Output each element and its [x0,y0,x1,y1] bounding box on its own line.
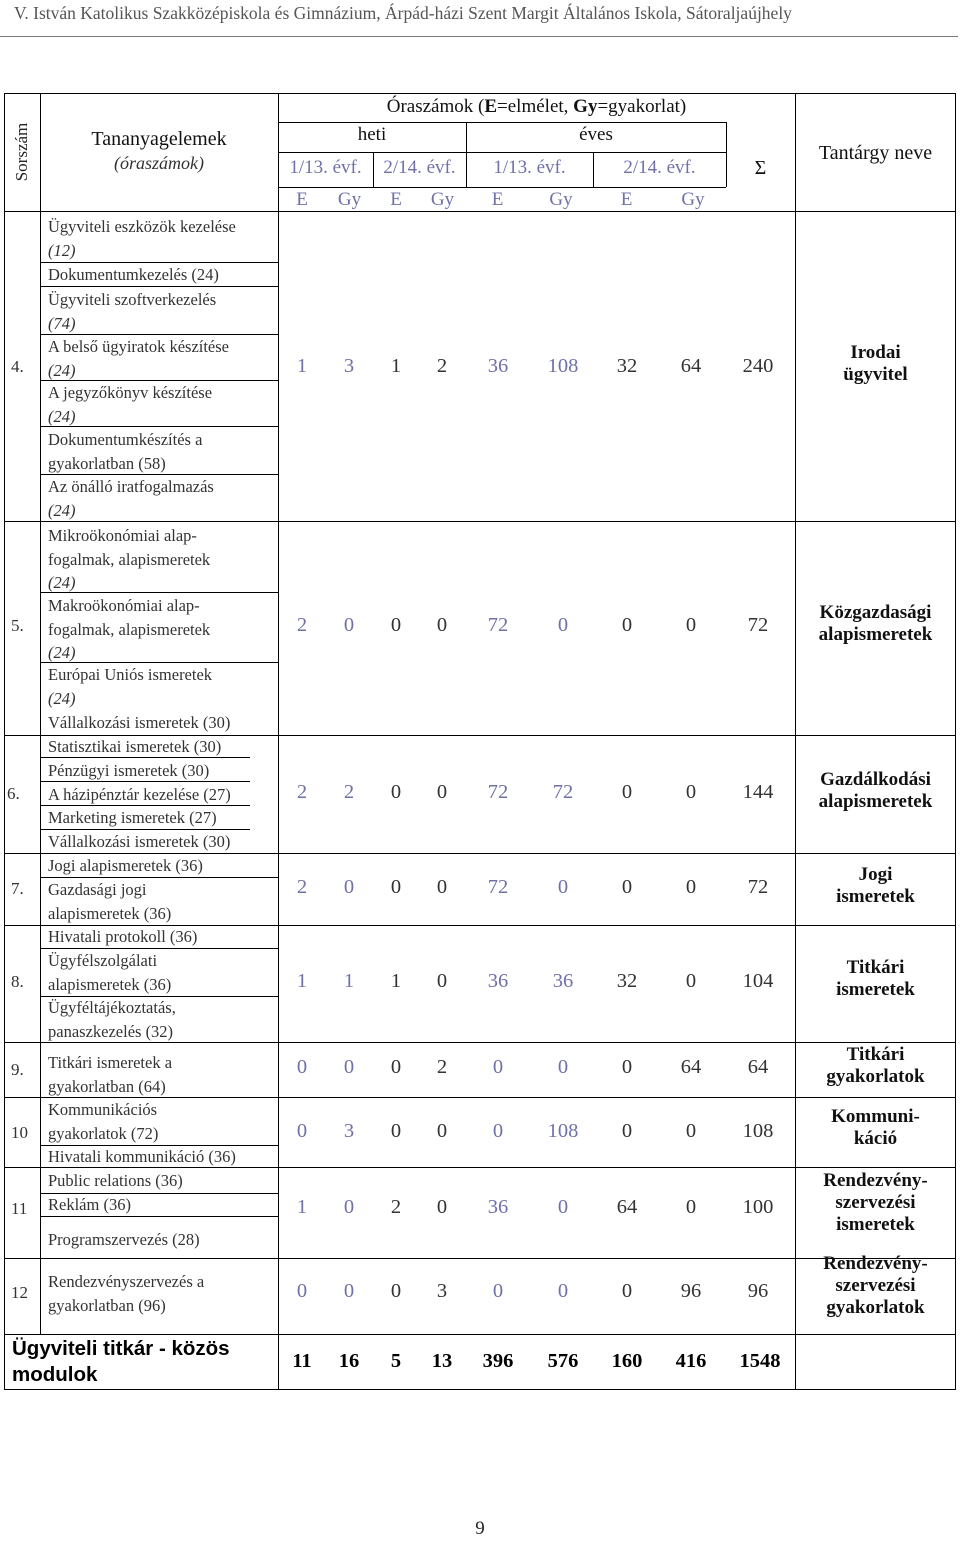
e-gy-header: Gy [549,189,573,210]
evf-header: 2/14. évf. [383,157,456,178]
hours-value: 64 [680,355,702,377]
sigma-header: Σ [754,157,767,179]
hours-value: 2 [296,614,308,636]
row-number: 6. [7,784,20,803]
hours-value: 1 [390,970,402,992]
material-item: Kommunikációs gyakorlatok (72) [48,1100,159,1143]
row-divider [4,1334,956,1335]
material-item: Mikroökonómiai alap- fogalmak, alapismeretek (24) [48,526,211,592]
grid-line [278,152,726,153]
hours-value: 72 [487,614,509,636]
subject-name: Titkári ismeretek [836,957,915,1000]
material-item: Dokumentumkészítés a gyakorlatban (58) [48,430,203,473]
hours-value: 0 [436,1196,448,1218]
hours-value: 2 [436,355,448,377]
material-item: Pénzügyi ismeretek (30) [48,761,210,780]
e-gy-header: Gy [681,189,705,210]
header-divider [0,36,958,37]
hours-value: 1 [343,970,355,992]
row-number: 9. [11,1060,24,1079]
e-gy-header: E [620,189,633,210]
hours-value: 36 [487,355,509,377]
material-item: Public relations (36) [48,1171,183,1190]
hours-value: 2 [296,781,308,803]
material-item: A jegyzőkönyv készítése (24) [48,383,213,426]
material-item: Ügyviteli szoftverkezelés (74) [48,290,217,333]
hours-value: 0 [621,1120,633,1142]
material-item: Rendezvényszervezés a gyakorlatban (96) [48,1272,205,1315]
hours-value: 0 [685,876,697,898]
material-item: Ügyviteli eszközök kezelése (12) [48,217,236,260]
hours-value: 0 [390,1056,402,1078]
material-item: Makroökonómiai alap- fogalmak, alapismeretek (24) [48,596,211,662]
evf-header: 1/13. évf. [289,157,362,178]
hours-value: 96 [747,1280,769,1302]
sorszam-header [4,93,40,211]
material-item: Hivatali protokoll (36) [48,927,198,946]
hours-value: 1548 [739,1350,781,1372]
hours-value: 72 [552,781,574,803]
hours-value: 0 [296,1120,308,1142]
hours-value: 16 [338,1350,360,1372]
hours-value: 2 [296,876,308,898]
page-number: 9 [475,1518,485,1539]
material-item: Hivatali kommunikáció (36) [48,1147,236,1166]
hours-value: 0 [343,1056,355,1078]
tananyag-subheader: (óraszámok) [114,153,204,173]
hours-value: 0 [436,876,448,898]
subject-name: Jogi ismeretek [836,864,915,907]
material-item: A házipénztár kezelése (27) [48,785,231,804]
evf-header: 1/13. évf. [493,157,566,178]
grid-line [278,122,726,123]
subject-name: Titkári gyakorlatok [826,1044,925,1087]
hours-value: 0 [557,1056,569,1078]
hours-value: 0 [492,1056,504,1078]
eves-header: éves [579,124,613,145]
subject-name: Gazdálkodási alapismeretek [818,769,933,812]
hours-value: 2 [390,1196,402,1218]
hours-value: 0 [390,876,402,898]
tantargy-header: Tantárgy neve [818,142,933,164]
hours-value: 0 [390,1280,402,1302]
material-item: Az önálló iratfogalmazás (24) [48,477,214,520]
hours-value: 0 [557,614,569,636]
material-item: Európai Uniós ismeretek (24) [48,665,213,708]
hours-value: 0 [621,614,633,636]
page-header: V. István Katolikus Szakközépiskola és Gimnázium, Árpád-házi Szent Margit Általános Iskola, Sátoraljaújhely [14,3,792,23]
subject-name: Kommuni- káció [831,1106,920,1149]
hours-value: 36 [487,1196,509,1218]
hours-value: 3 [343,1120,355,1142]
hours-value: 36 [487,970,509,992]
hours-value: 100 [742,1196,774,1218]
hours-value: 0 [685,970,697,992]
hours-value: 240 [742,355,774,377]
heti-header: heti [357,124,387,145]
row-number: 8. [11,972,24,991]
tananyag-header: Tananyagelemek [91,128,227,150]
row-divider [4,211,956,212]
hours-value: 0 [685,1120,697,1142]
hours-value: 3 [343,355,355,377]
row-number: 12 [11,1283,28,1302]
material-item: Reklám (36) [48,1195,131,1214]
subject-name: Rendezvény- szervezési ismeretek [823,1170,928,1235]
material-item: Vállalkozási ismeretek (30) [48,832,231,851]
hours-value: 0 [436,614,448,636]
hours-value: 0 [343,1280,355,1302]
total-label: Ügyviteli titkár - közös modulok [12,1337,230,1386]
sorszam-label: Sorszám [12,122,31,182]
material-item: Titkári ismeretek a gyakorlatban (64) [48,1053,173,1096]
hours-value: 0 [436,970,448,992]
e-gy-header: Gy [430,189,455,210]
hours-value: 0 [436,1120,448,1142]
hours-value: 64 [616,1196,638,1218]
subject-name: Közgazdasági alapismeretek [818,602,933,645]
hours-value: 0 [296,1280,308,1302]
hours-value: 0 [685,614,697,636]
hours-value: 144 [742,781,774,803]
hours-value: 0 [557,876,569,898]
row-number: 5. [11,616,24,635]
hours-value: 576 [547,1350,579,1372]
grid-line [278,187,726,188]
row-number: 11 [11,1199,28,1218]
hours-value: 1 [296,970,308,992]
hours-value: 32 [616,355,638,377]
hours-value: 64 [680,1056,702,1078]
hours-value: 1 [296,1196,308,1218]
hours-value: 0 [343,614,355,636]
hours-value: 0 [343,876,355,898]
hours-value: 0 [685,781,697,803]
material-item: Programszervezés (28) [48,1230,200,1249]
hours-value: 160 [611,1350,643,1372]
hours-value: 0 [296,1056,308,1078]
hours-value: 13 [431,1350,453,1372]
material-item: Ügyféltájékoztatás, panaszkezelés (32) [48,998,176,1041]
hours-value: 0 [436,781,448,803]
material-item: Jogi alapismeretek (36) [48,856,203,875]
e-gy-header: Gy [337,189,362,210]
hours-value: 11 [292,1350,312,1372]
material-item: Gazdasági jogi alapismeretek (36) [48,880,172,923]
hours-value: 396 [482,1350,514,1372]
hours-value: 0 [390,781,402,803]
material-item: A belső ügyiratok készítése (24) [48,337,230,380]
hours-value: 36 [552,970,574,992]
hours-value: 2 [343,781,355,803]
e-gy-header: E [296,189,308,210]
hours-value: 0 [557,1196,569,1218]
hours-value: 0 [621,1280,633,1302]
material-item: Dokumentumkezelés (24) [48,265,219,284]
hours-value: 416 [675,1350,707,1372]
row-number: 10 [11,1123,28,1142]
hours-value: 0 [621,1056,633,1078]
hours-value: 108 [547,1120,579,1142]
hours-value: 72 [487,781,509,803]
hours-value: 1 [390,355,402,377]
row-number: 7. [11,879,24,898]
hours-value: 0 [621,876,633,898]
hours-value: 5 [390,1350,402,1372]
material-item: Marketing ismeretek (27) [48,808,217,827]
oraszamok-header: Óraszámok (E=elmélet, Gy=gyakorlat) [386,96,687,117]
hours-value: 72 [747,876,769,898]
hours-value: 1 [296,355,308,377]
hours-value: 108 [547,355,579,377]
hours-value: 0 [390,614,402,636]
hours-value: 0 [390,1120,402,1142]
hours-value: 104 [742,970,774,992]
hours-value: 72 [487,876,509,898]
hours-value: 2 [436,1056,448,1078]
hours-value: 96 [680,1280,702,1302]
hours-value: 0 [492,1280,504,1302]
hours-value: 0 [557,1280,569,1302]
hours-value: 72 [747,614,769,636]
material-item: Ügyfélszolgálati alapismeretek (36) [48,951,172,994]
hours-value: 108 [742,1120,774,1142]
hours-value: 3 [436,1280,448,1302]
grid-line [40,93,41,1334]
hours-value: 0 [685,1196,697,1218]
hours-value: 32 [616,970,638,992]
hours-value: 0 [621,781,633,803]
hours-value: 64 [747,1056,769,1078]
material-item: Statisztikai ismeretek (30) [48,737,222,756]
e-gy-header: E [390,189,402,210]
hours-value: 0 [492,1120,504,1142]
row-number: 4. [11,357,24,376]
e-gy-header: E [491,189,504,210]
material-item: Vállalkozási ismeretek (30) [48,713,231,732]
subject-name: Rendezvény- szervezési gyakorlatok [823,1253,928,1318]
evf-header: 2/14. évf. [623,157,696,178]
hours-value: 0 [343,1196,355,1218]
subject-name: Irodai ügyvitel [843,342,908,385]
